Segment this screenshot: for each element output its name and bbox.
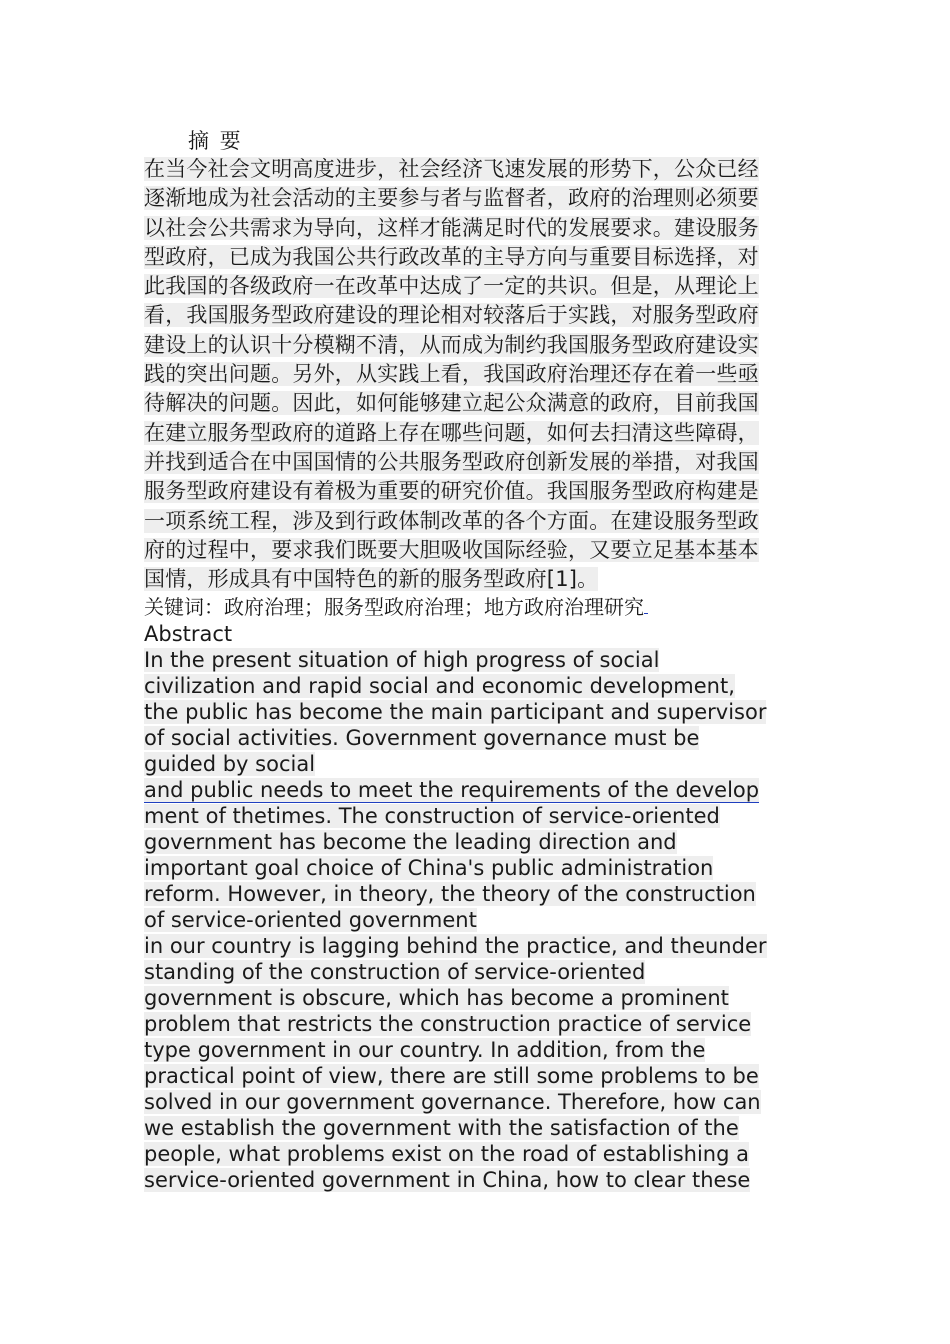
abstract-line-en: people, what problems exist on the road of establishing a [144, 1142, 749, 1167]
abstract-line-en: in our country is lagging behind the practice, and theunder [144, 934, 767, 959]
abstract-line-en: and public needs to meet the requirements of the develop [144, 778, 760, 803]
abstract-line-cn: 府的过程中，要求我们既要大胆吸收国际经验，又要立足基本基本 [144, 537, 759, 562]
abstract-line-en: of social activities. Government governance must be [144, 726, 700, 751]
abstract-line-en: civilization and rapid social and economic development, [144, 674, 735, 699]
abstract-line-cn: 此我国的各级政府一在改革中达成了一定的共识。但是，从理论上 [144, 274, 759, 299]
abstract-line-en: of service-oriented government [144, 908, 477, 933]
abstract-line-en: we establish the government with the satisfaction of the [144, 1116, 739, 1141]
abstract-line-en: guided by social [144, 752, 316, 777]
abstract-line-cn: 待解决的问题。因此，如何能够建立起公众满意的政府，目前我国 [144, 391, 759, 416]
abstract-line-en: important goal choice of China's public administration [144, 856, 714, 881]
abstract-body-cn [144, 155, 808, 594]
abstract-body-en [144, 647, 808, 1193]
abstract-line-cn: 服务型政府建设有着极为重要的研究价值。我国服务型政府构建是 [144, 479, 759, 504]
keywords-text: 关键词：政府治理；服务型政府治理；地方政府治理研究 [144, 595, 644, 620]
abstract-line-cn: 以社会公共需求为导向，这样才能满足时代的发展要求。建设服务 [144, 215, 759, 240]
abstract-line-en: government has become the leading direction and [144, 830, 677, 855]
abstract-line-cn: 践的突出问题。另外，从实践上看，我国政府治理还存在着一些亟 [144, 362, 759, 387]
abstract-line-cn: 在当今社会文明高度进步，社会经济飞速发展的形势下，公众已经 [144, 157, 759, 181]
keywords-end-mark [644, 597, 648, 614]
abstract-line-en: In the present situation of high progress of social [144, 648, 660, 673]
abstract-line-cn: 并找到适合在中国国情的公共服务型政府创新发展的举措，对我国 [144, 449, 759, 474]
keywords-cn [144, 594, 808, 621]
abstract-line-en: type government in our country. In addition, from the [144, 1038, 706, 1063]
abstract-line-cn: 逐渐地成为社会活动的主要参与者与监督者，政府的治理则必须要 [144, 186, 759, 211]
abstract-line-en: service-oriented government in China, how to clear these [144, 1168, 751, 1193]
document-page [144, 127, 808, 1193]
abstract-line-en: practical point of view, there are still some problems to be [144, 1064, 759, 1089]
abstract-heading-en: Abstract [144, 622, 233, 647]
abstract-line-en: the public has become the main participant and supervisor [144, 700, 767, 725]
abstract-heading-cn: 摘 要 [188, 129, 243, 153]
abstract-line-cn: 看，我国服务型政府建设的理论相对较落后于实践，对服务型政府 [144, 303, 759, 328]
abstract-line-en: solved in our government governance. Therefore, how can [144, 1090, 761, 1115]
abstract-line-cn: 型政府，已成为我国公共行政改革的主导方向与重要目标选择，对 [144, 244, 759, 269]
abstract-line-cn: 国情，形成具有中国特色的新的服务型政府[1]。 [144, 567, 599, 592]
abstract-line-en: ment of thetimes. The construction of service-oriented [144, 804, 720, 829]
abstract-line-en: problem that restricts the construction practice of service [144, 1012, 752, 1037]
abstract-line-cn: 建设上的认识十分模糊不清，从而成为制约我国服务型政府建设实 [144, 332, 759, 357]
abstract-line-cn: 在建立服务型政府的道路上存在哪些问题，如何去扫清这些障碍， [144, 420, 759, 445]
abstract-line-cn: 一项系统工程，涉及到行政体制改革的各个方面。在建设服务型政 [144, 508, 759, 533]
abstract-line-en: standing of the construction of service-oriented [144, 960, 646, 985]
abstract-line-en: government is obscure, which has become a prominent [144, 986, 729, 1011]
abstract-line-en: reform. However, in theory, the theory of the construction [144, 882, 756, 907]
